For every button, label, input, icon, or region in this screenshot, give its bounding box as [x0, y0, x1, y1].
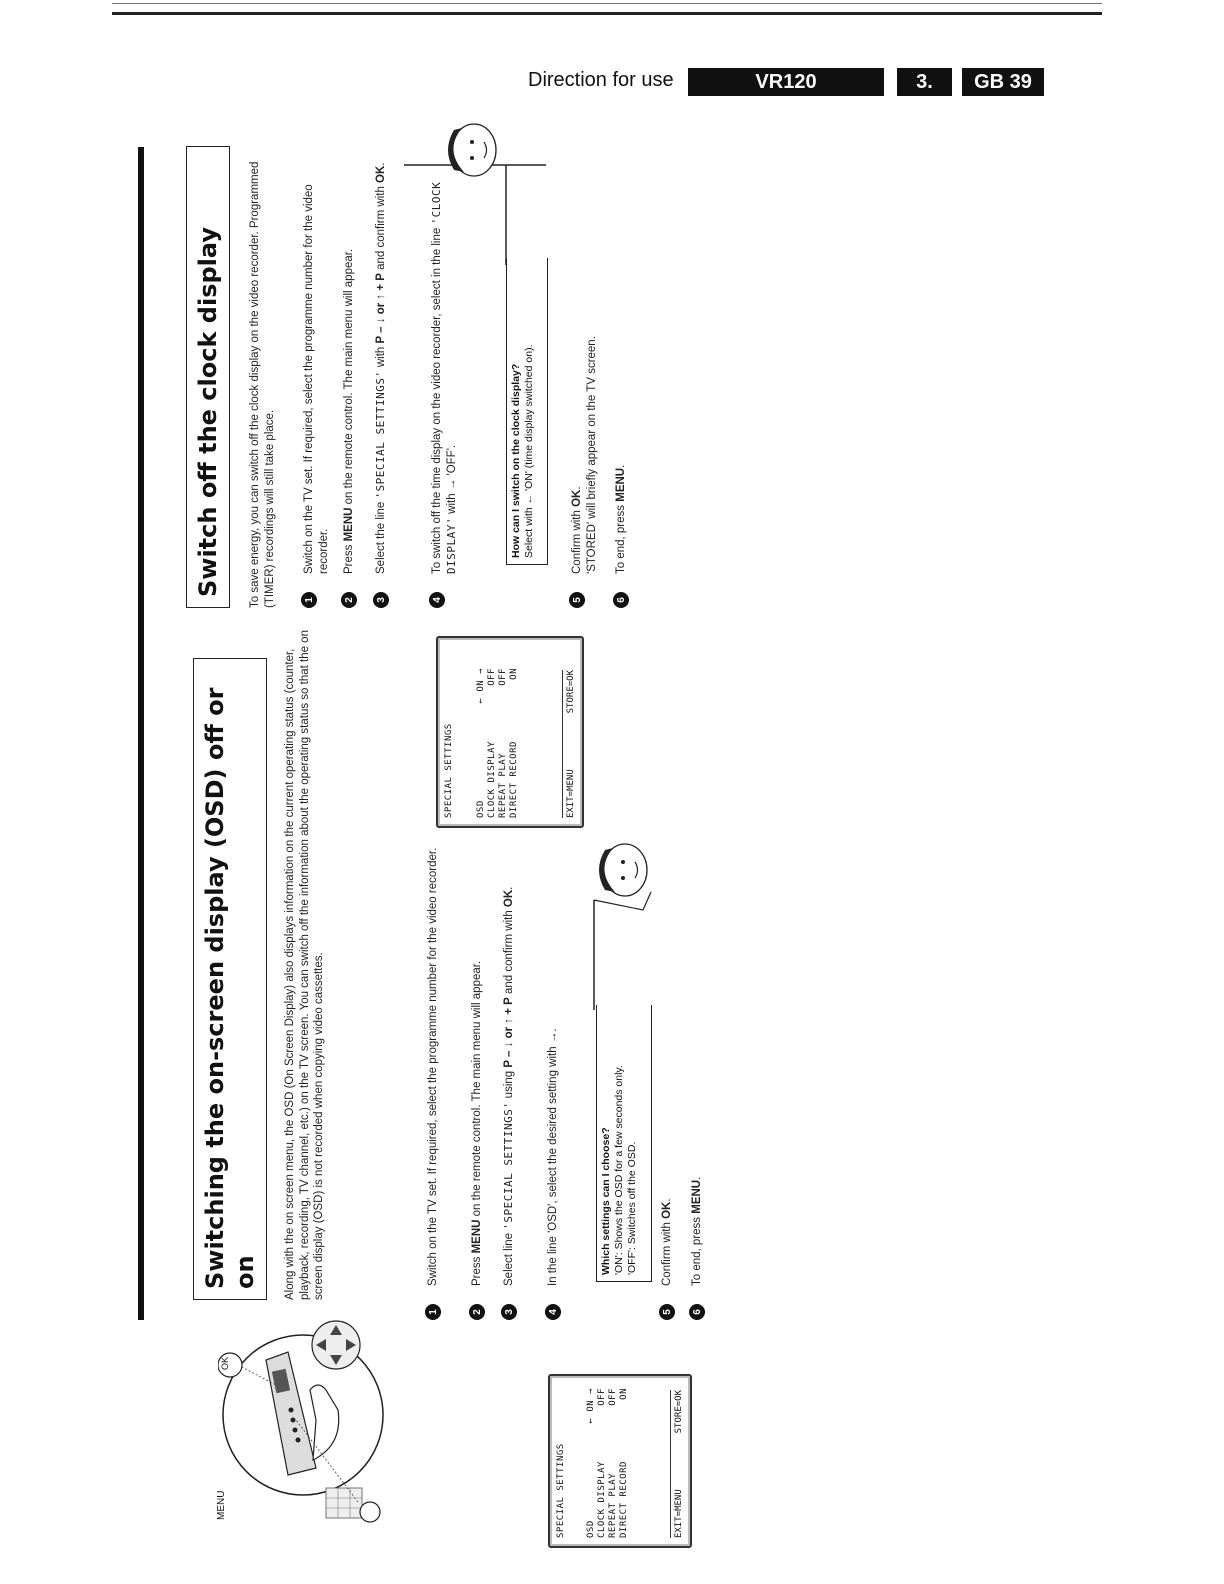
osd-step-6: [690, 740, 705, 1320]
step-text: Switch on the TV set. If required, select the programme number for the video recorder.: [303, 184, 330, 574]
osd-tip-box: [596, 1005, 652, 1282]
step-number: 5: [569, 592, 585, 608]
clock-step-6: [614, 148, 629, 608]
step-text: Select line 'SPECIAL SETTINGS' using P – ↓ or ↑ + P and confirm with OK.: [502, 886, 515, 1286]
step-text: Switch on the TV set. If required, select the programme number for the video recorder.: [427, 847, 439, 1286]
rotated-page-content: [138, 120, 1058, 1538]
osd-special-settings-screen: [548, 1374, 692, 1548]
clock-step-5: [570, 148, 599, 608]
header-chapter-badge: 3.: [897, 68, 952, 96]
step-text: Select the line 'SPECIAL SETTINGS' with P – ↓ or ↑ + P and confirm with OK.: [374, 162, 387, 574]
step-text: To end, press MENU.: [615, 464, 627, 574]
clock-tip-box: [506, 258, 548, 565]
top-rule: [112, 12, 1102, 15]
screen-row-osd: OSD ← ON →: [586, 1388, 596, 1538]
header-model-badge: VR120: [688, 68, 884, 96]
section-osd-title: Switching the on-screen display (OSD) off or on: [201, 687, 259, 1289]
step-number: 2: [469, 1304, 485, 1320]
step-number: 4: [545, 1304, 561, 1320]
ok-callout-label: OK: [220, 1356, 230, 1370]
step-number: 3: [501, 1304, 517, 1320]
screen-title: SPECIAL SETTINGS: [556, 1443, 566, 1538]
osd-step-5: [660, 740, 675, 1320]
step-number: 5: [659, 1304, 675, 1320]
thinking-man-cartoon: [404, 115, 546, 265]
step-text: Press MENU on the remote control. The main menu will appear.: [343, 248, 355, 574]
step-number: 4: [429, 592, 445, 608]
header-title: Direction for use: [528, 69, 674, 91]
screen-row-repeat-play: REPEAT PLAY OFF: [608, 1388, 618, 1538]
clock-step-1: [302, 148, 331, 608]
screen-row-clock-display: CLOCK DISPLAY OFF: [597, 1388, 607, 1538]
remote-control-illustration: [218, 1300, 388, 1530]
step-text: Press MENU on the remote control. The main menu will appear.: [471, 960, 483, 1286]
screen-row-repeat-play: REPEAT PLAY OFF: [498, 668, 508, 818]
section-clock-title: Switch off the clock display: [194, 227, 222, 597]
tip-answer: 'OFF': Switches off the OSD.: [626, 1141, 638, 1275]
screen-footer: EXIT=MENU STORE=OK: [562, 670, 576, 818]
screen-row-direct-record: DIRECT RECORD ON: [509, 668, 519, 818]
section-clock-bar: [138, 147, 144, 832]
screen-row-clock-display: CLOCK DISPLAY OFF: [487, 668, 497, 818]
menu-callout-label: MENU: [216, 1490, 227, 1520]
thinking-man-cartoon: [593, 840, 653, 1010]
section-osd-intro: Along with the on screen menu, the OSD (On Screen Display) also displays information on the current operating status (counter, playback, recording, TV channel, etc.) on the TV screen. You can switch off the information about the operating status so that the on screen display (OSD) is not recorded when copying video cassettes.: [284, 630, 325, 1300]
section-clock-title-box: [186, 146, 230, 608]
screen-row-osd: OSD ← ON →: [476, 668, 486, 818]
tip-answer: 'ON': Shows the OSD for a few seconds only.: [613, 1065, 625, 1275]
step-text: To end, press MENU.: [691, 1176, 703, 1286]
clock-step-3: [374, 148, 389, 608]
clock-step-2: [342, 148, 357, 608]
screen-title: SPECIAL SETTINGS: [444, 723, 454, 818]
tip-question: Which settings can I choose?: [600, 1127, 612, 1275]
clock-special-settings-screen: [436, 636, 584, 828]
step-text: Confirm with OK.: [661, 1198, 673, 1286]
screen-row-direct-record: DIRECT RECORD ON: [619, 1388, 629, 1538]
step-text: To switch off the time display on the video recorder, select in the line 'CLOCK DISPLAY' with → 'OFF'.: [430, 181, 458, 574]
step-number: 6: [689, 1304, 705, 1320]
step-number: 6: [613, 592, 629, 608]
top-rule-thin: [112, 3, 1102, 4]
step-text: Confirm with OK. 'STORED' will briefly appear on the TV screen.: [571, 336, 598, 574]
screen-footer: EXIT=MENU STORE=OK: [670, 1390, 684, 1538]
step-text: In the line 'OSD', select the desired setting with →.: [547, 1028, 559, 1286]
tip-question: How can I switch on the clock display?: [510, 363, 522, 558]
step-number: 1: [301, 592, 317, 608]
header-page-badge: GB 39: [962, 68, 1044, 96]
step-number: 3: [373, 592, 389, 608]
section-osd-title-box: [193, 658, 267, 1300]
tip-answer: Select with ← 'ON' (time display switched on).: [523, 344, 535, 558]
section-clock-intro: To save energy, you can switch off the clock display on the video recorder. Programmed (TIMER) recordings will still take place.: [249, 161, 276, 608]
step-number: 1: [425, 1304, 441, 1320]
step-number: 2: [341, 592, 357, 608]
